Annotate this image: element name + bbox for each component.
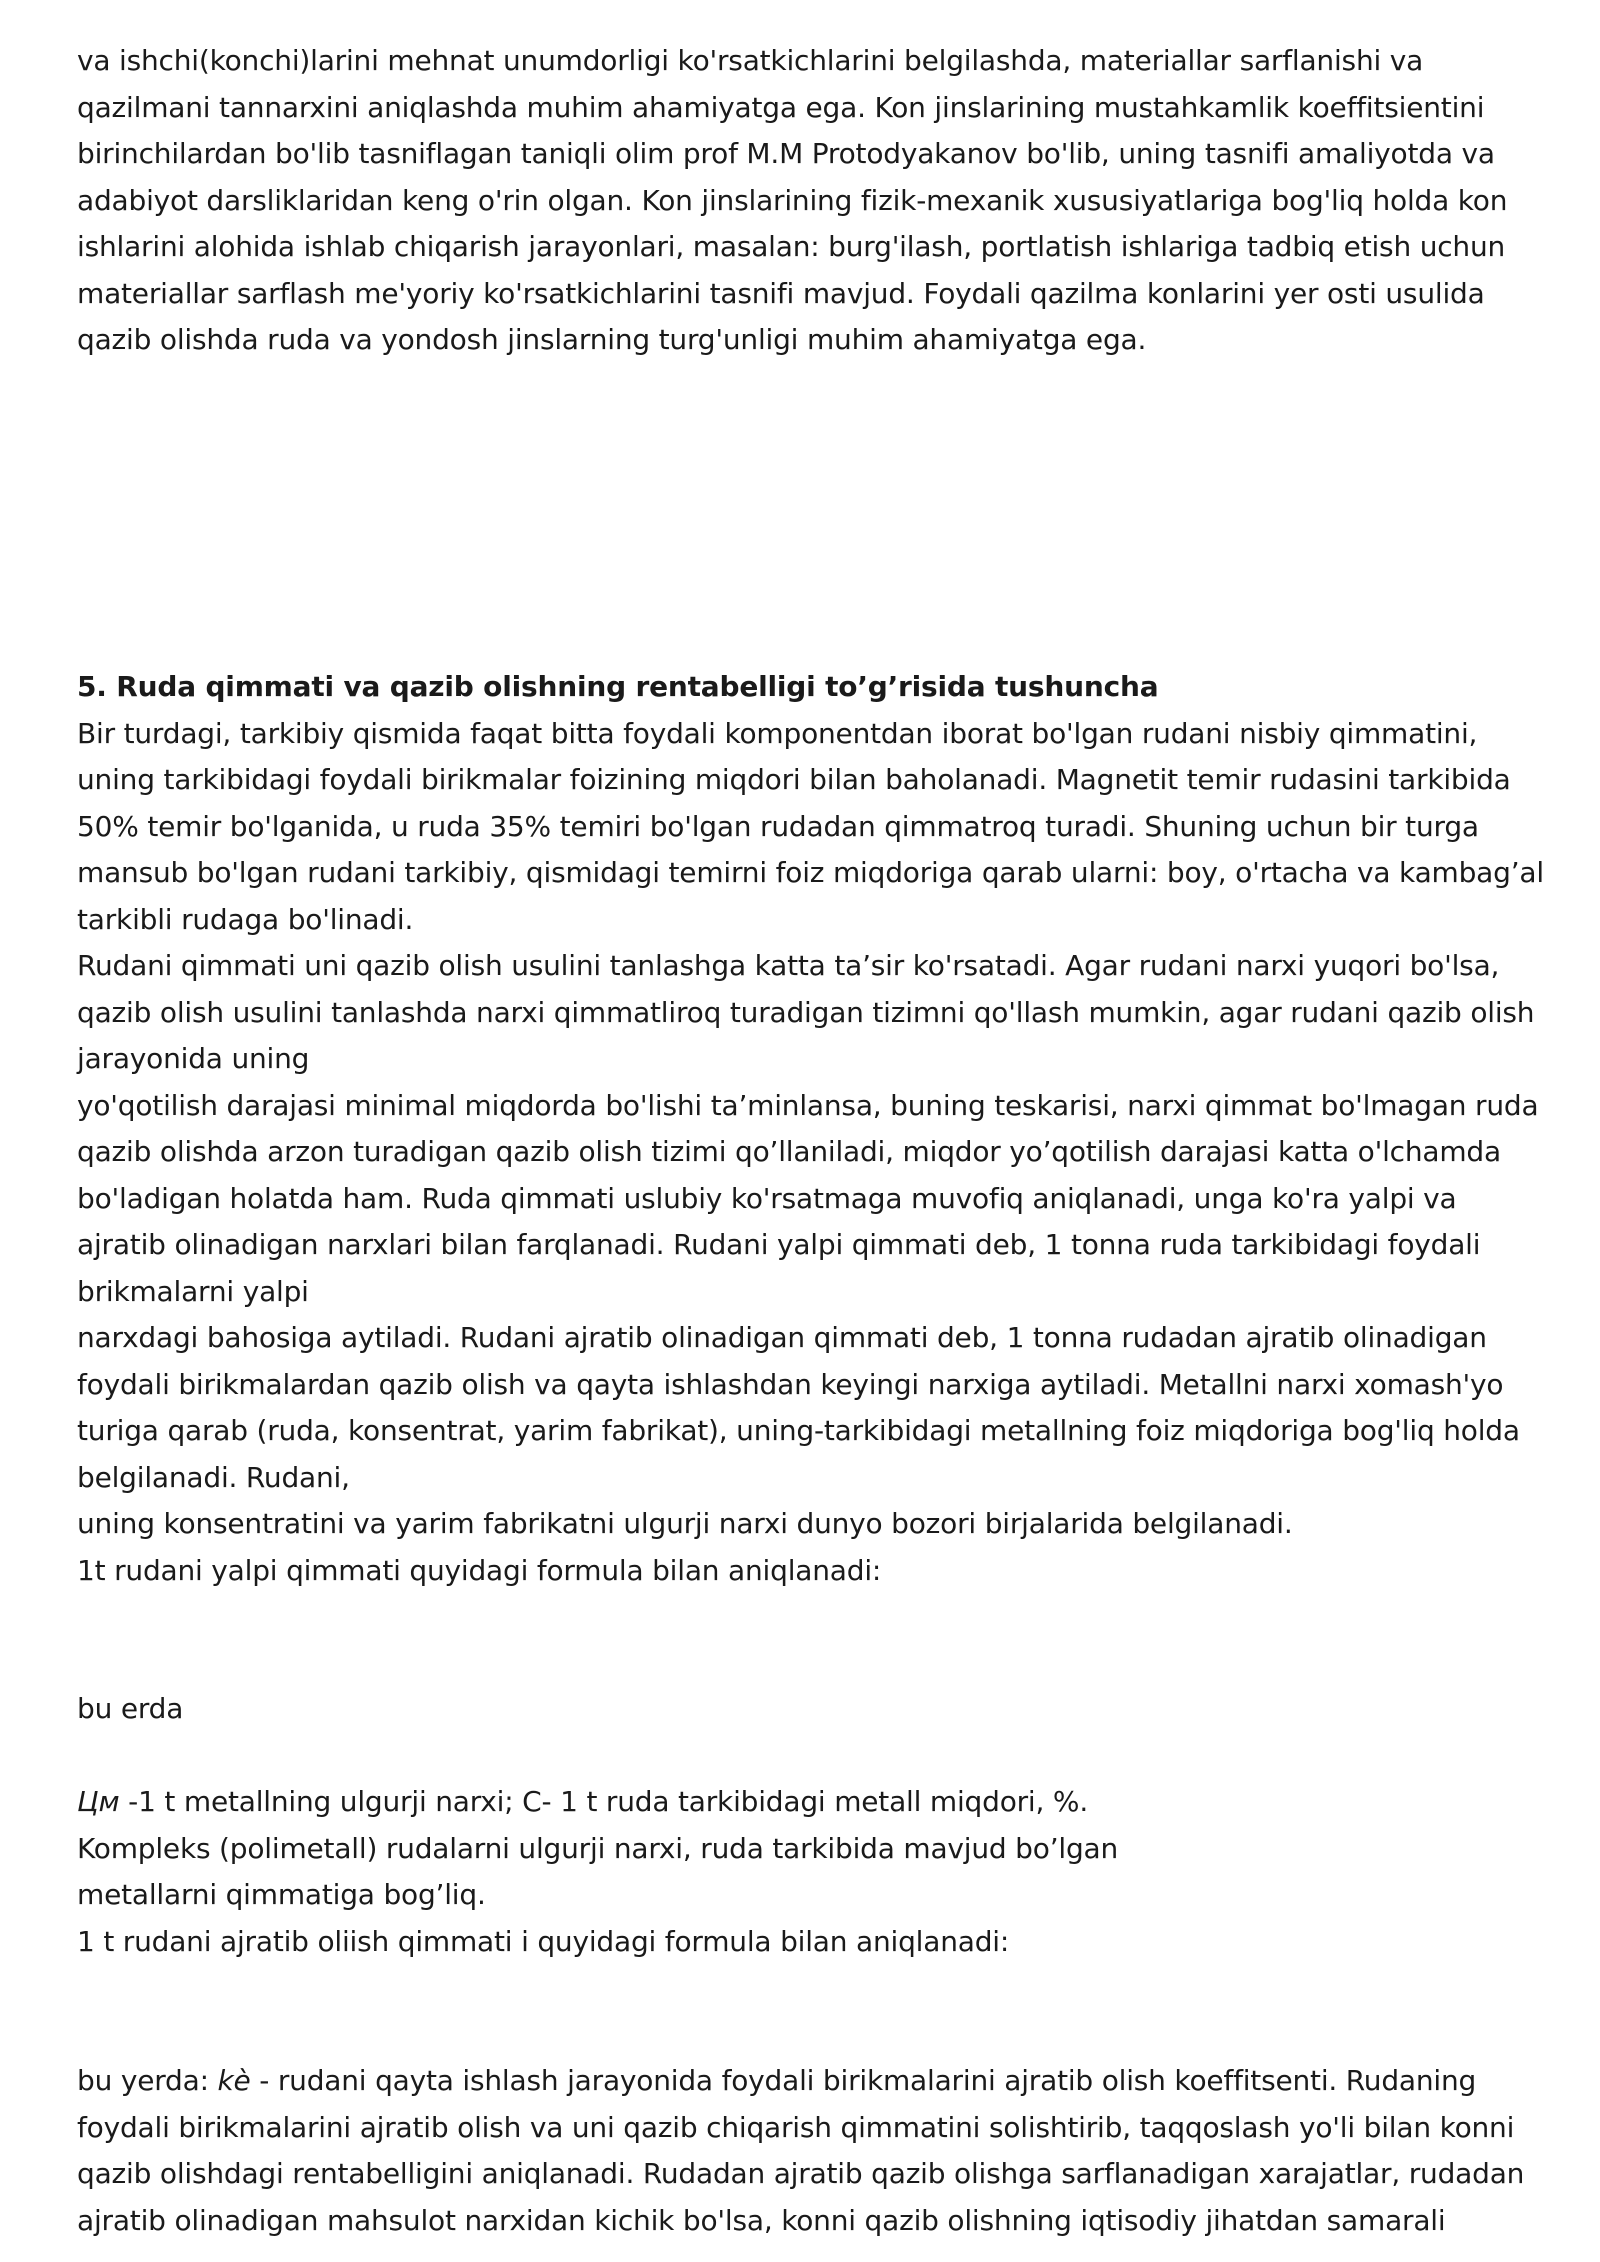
text-line: belgilanadi. Rudani, [77, 1460, 350, 1494]
definition-text: - rudani qayta ishlash jarayonida foydali birikmalarini ajratib olish koeffitsenti. Rudaning [250, 2064, 1477, 2097]
text-line: turiga qarab (ruda, konsentrat, yarim fabrikat), uning-tarkibidagi metallning foiz miqdoriga bog'liq holda [77, 1414, 1520, 1447]
where-paragraph-2 [77, 2058, 1557, 2244]
text-line: ajratib olinadigan mahsulot narxidan kichik bo'lsa, konni qazib olishning iqtisodiy jihatdan samarali [77, 2203, 1446, 2237]
text-line: brikmalarni yalpi [77, 1274, 309, 1308]
text-line: qazib olishda ruda va yondosh jinslarning turg'unligi muhim ahamiyatga ega. [77, 323, 1147, 356]
text-line: ajratib olinadigan narxlari bilan farqlanadi. Rudani yalpi qimmati deb, 1 tonna ruda tarkibidagi foydali [77, 1228, 1481, 1261]
text-line: 1t rudani yalpi qimmati quyidagi formula bilan aniqlanadi: [77, 1553, 882, 1587]
definitions-paragraph [77, 1779, 1557, 1965]
price-symbol: Цм [77, 1785, 120, 1818]
text-line: foydali birikmalarini ajratib olish va uni qazib chiqarish qimmatini solishtirib, taqqoslash yo'li bilan konni [77, 2110, 1515, 2144]
text-line: mansub bo'lgan rudani tarkibiy, qismidagi temirni foiz miqdoriga qarab ularni: boy, o'rtacha va kambag’al [77, 856, 1544, 889]
text-line: bo'ladigan holatda ham. Ruda qimmati uslubiy ko'rsatmaga muvofiq aniqlanadi, unga ko'ra yalpi va [77, 1181, 1457, 1215]
text-line: adabiyot darsliklaridan keng o'rin olgan. Kon jinslarining fizik-mexanik xususiyatlariga bog'liq holda kon [77, 183, 1508, 217]
text-line: 1 t rudani ajratib oliish qimmati i quyidagi formula bilan aniqlanadi: [77, 1924, 1010, 1958]
text-line: qazib olish usulini tanlashda narxi qimmatliroq turadigan tizimni qo'llash mumkin, agar rudani qazib olish [77, 995, 1535, 1029]
definition-text: -1 t metallning ulgurji narxi; C- 1 t ruda tarkibidagi metall miqdori, %. [119, 1785, 1089, 1818]
intro-paragraph [77, 38, 1557, 364]
text-line: materiallar sarflash me'yoriy ko'rsatkichlarini tasnifi mavjud. Foydali qazilma konlarini yer osti usulida [77, 276, 1485, 310]
text-line: bu erda [77, 1692, 184, 1725]
text-line: 50% temir bo'lganida, u ruda 35% temiri bo'lgan rudadan qimmatroq turadi. Shuning uchun bir turga [77, 809, 1479, 843]
where-label-1 [77, 1686, 1557, 1733]
coefficient-symbol: kè [217, 2064, 251, 2097]
text-line: Bir turdagi, tarkibiy qismida faqat bitta foydali komponentdan iborat bo'lgan rudani nisbiy qimmatini, [77, 716, 1478, 750]
text-line: Rudani qimmati uni qazib olish usulini tanlashga katta ta’sir ko'rsatadi. Agar rudani narxi yuqori bo'lsa, [77, 949, 1500, 982]
text-line: metallarni qimmatiga bog’liq. [77, 1878, 486, 1911]
text-line: va ishchi(konchi)larini mehnat unumdorligi ko'rsatkichlarini belgilashda, materiallar sarflanishi va [77, 44, 1424, 77]
text-line: qazilmani tannarxini aniqlashda muhim ahamiyatga ega. Kon jinslarining mustahkamlik koeffitsientini [77, 90, 1485, 124]
text-line: qazib olishdagi rentabelligini aniqlanadi. Rudadan ajratib qazib olishga sarflanadigan xarajatlar, rudadan [77, 2157, 1525, 2190]
text-line: narxdagi bahosiga aytiladi. Rudani ajratib olinadigan qimmati deb, 1 tonna rudadan ajratib olinadigan [77, 1321, 1487, 1354]
text-line: jarayonida uning [77, 1042, 310, 1075]
where-prefix: bu yerda: [77, 2064, 218, 2097]
text-line: uning tarkibidagi foydali birikmalar foizining miqdori bilan baholanadi. Magnetit temir rudasini tarkibida [77, 763, 1511, 796]
text-line: Kompleks (polimetall) rudalarni ulgurji narxi, ruda tarkibida mavjud bo’lgan [77, 1831, 1119, 1865]
section-5 [77, 664, 1557, 1594]
section-heading: 5. Ruda qimmati va qazib olishning rentabelligi to’g’risida tushuncha [77, 670, 1159, 703]
text-line: ishlarini alohida ishlab chiqarish jarayonlari, masalan: burg'ilash, portlatish ishlariga tadbiq etish uchun [77, 230, 1506, 263]
text-line: qazib olishda arzon turadigan qazib olish tizimi qo’llaniladi, miqdor yo’qotilish darajasi katta o'lchamda [77, 1135, 1501, 1168]
text-line: foydali birikmalardan qazib olish va qayta ishlashdan keyingi narxiga aytiladi. Metallni narxi xomash'yo [77, 1367, 1504, 1401]
definition-line [77, 2058, 1557, 2105]
text-line: uning konsentratini va yarim fabrikatni ulgurji narxi dunyo bozori birjalarida belgilanadi. [77, 1507, 1293, 1540]
text-line: birinchilardan bo'lib tasniflagan taniqli olim prof M.M Protodyakanov bo'lib, uning tasnifi amaliyotda va [77, 137, 1495, 170]
text-line: yo'qotilish darajasi minimal miqdorda bo'lishi ta’minlansa, buning teskarisi, narxi qimmat bo'lmagan ruda [77, 1088, 1539, 1122]
text-line: tarkibli rudaga bo'linadi. [77, 902, 414, 936]
definition-line [77, 1779, 1557, 1826]
